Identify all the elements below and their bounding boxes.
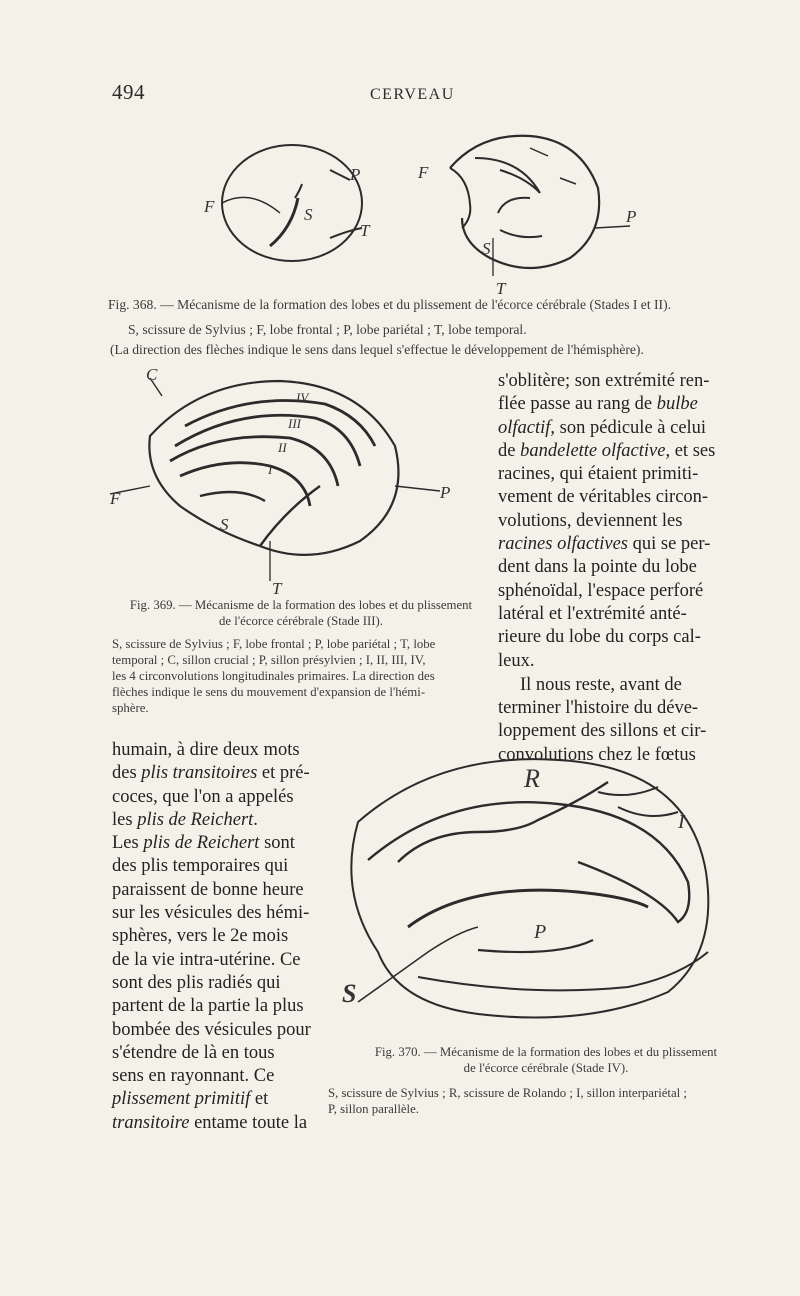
body-line: Il nous reste, avant de [520,674,682,695]
body-line: de bandelette olfactive, et ses [498,440,716,461]
fig368-label-p: P [350,165,361,184]
fig370-label-i: I [678,811,685,833]
body-line: rieure du lobe du corps cal- [498,627,701,648]
body-line: dent dans la pointe du lobe [498,557,697,578]
body-line: s'étendre de là en tous [112,1042,275,1063]
body-line: plissement primitif et [112,1089,269,1110]
body-line: bombée des vésicules pour [112,1019,311,1040]
body-line: sphères, vers le 2e mois [112,926,289,947]
fig369-label-t: T [272,579,282,596]
body-line: paraissent de bonne heure [112,879,304,900]
body-line: s'oblitère; son extrémité ren- [498,371,710,391]
body-line: coces, que l'on a appelés [112,786,294,807]
fig368-label-t2: T [496,279,506,298]
body-line: sur les vésicules des hémi- [112,903,310,924]
fig368-label-s: S [304,205,313,224]
body-line: Les plis de Reichert sont [112,833,295,854]
fig368-diagram [200,118,640,298]
fig369-label-i: I [268,462,273,477]
fig369-label-p: P [440,483,451,502]
body-line: terminer l'histoire du déve- [498,698,699,719]
fig370-caption-title1: Fig. 370. — Mécanisme de la formation des lobes et du plissement [374,1045,718,1059]
left-column-text [112,739,324,1135]
body-line: de la vie intra-utérine. Ce [112,949,301,970]
fig369-label-c: C [146,366,158,384]
fig370-caption [326,1044,766,1076]
fig370-label-s: S [342,979,357,1008]
body-line: des plis temporaires qui [112,856,289,877]
fig368-caption-legend2: (La direction des flèches indique le sens dans lequel s'effectue le développement de l'hémisphère). [110,342,644,357]
fig370-caption-title2: de l'écorce cérébrale (Stade IV). [463,1061,629,1075]
fig370-diagram [328,752,758,1028]
right-column-text [498,370,762,767]
fig369-legend-line: temporal ; C, sillon crucial ; P, sillon présylvien ; I, II, III, IV, [112,653,426,667]
body-line: vement de véritables circon- [498,487,709,508]
fig369-legend-line: flèches indique le sens du mouvement d'expansion de l'hémi- [112,685,426,699]
fig368-label-t: T [360,221,370,240]
fig370-label-r: R [524,764,540,793]
fig369-label-iv: IV [296,390,309,405]
body-line: volutions, deviennent les [498,510,683,531]
fig370-legend1: S, scissure de Sylvius ; R, scissure de Rolando ; I, sillon interpariétal ; [328,1086,687,1100]
body-line: olfactif, son pédicule à celui [498,417,707,438]
fig369-caption [112,597,490,629]
body-line: les plis de Reichert. [112,809,258,830]
page-number: 494 [112,80,145,104]
fig369-label-ii: II [278,440,287,455]
fig368-label-f2: F [418,163,429,182]
running-title: CERVEAU [370,86,455,103]
fig368-caption-title: Fig. 368. — Mécanisme de la formation des lobes et du plissement de l'écorce cérébrale (Stades I et II). [108,297,671,312]
fig369-label-f: F [110,489,121,508]
fig369-caption-title1: Fig. 369. — Mécanisme de la formation des lobes et du plissement [129,598,473,612]
fig370-label-p: P [534,921,547,943]
body-line: des plis transitoires et pré- [112,763,310,784]
fig369-label-s: S [220,515,229,534]
fig369-legend-line: les 4 circonvolutions longitudinales primaires. La direction des [112,669,435,683]
body-line: sphénoïdal, l'espace perforé [498,580,704,601]
fig369-legend [112,636,492,716]
body-line: partent de la partie la plus [112,996,304,1017]
fig369-legend-line: S, scissure de Sylvius ; F, lobe frontal ; P, lobe pariétal ; T, lobe [112,637,436,651]
fig368-label-p2: P [626,207,637,226]
fig368-caption-legend1: S, scissure de Sylvius ; F, lobe frontal ; P, lobe pariétal ; T, lobe temporal. [128,322,527,337]
fig369-diagram [110,366,480,596]
fig370-legend [328,1085,768,1117]
fig368-label-s2: S [482,239,491,258]
body-line: racines, qui étaient primiti- [498,464,699,485]
body-line: sont des plis radiés qui [112,972,281,993]
fig369-legend-line: sphère. [112,701,149,715]
body-line: latéral et l'extrémité anté- [498,603,687,624]
body-line: humain, à dire deux mots [112,740,300,760]
fig369-caption-title2: de l'écorce cérébrale (Stade III). [219,614,383,628]
body-line: racines olfactives qui se per- [498,534,711,555]
body-line: loppement des sillons et cir- [498,721,707,742]
body-line: sens en rayonnant. Ce [112,1066,275,1087]
fig368-label-f: F [204,197,215,216]
fig369-label-iii: III [288,416,301,431]
body-line: leux. [498,650,535,671]
fig370-legend2: P, sillon parallèle. [328,1102,419,1116]
body-line: flée passe au rang de bulbe [498,394,698,415]
body-line: transitoire entame toute la [112,1112,308,1133]
body-line: convolutions chez le fœtus [498,744,696,765]
